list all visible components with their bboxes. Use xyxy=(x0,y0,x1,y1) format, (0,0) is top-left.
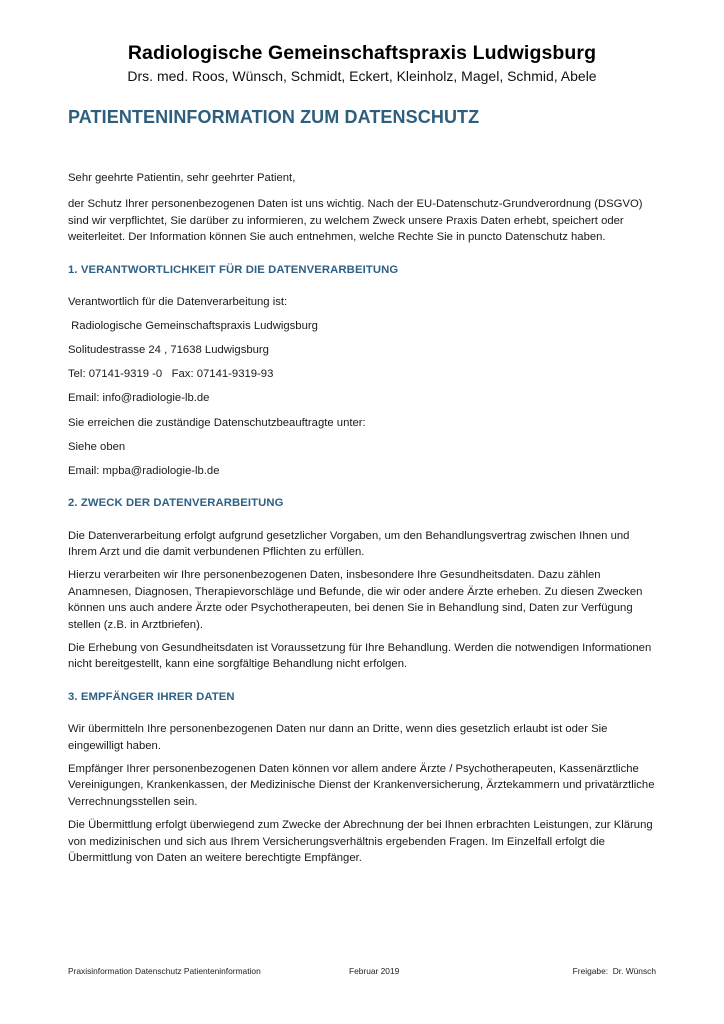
section-2-paragraph: Die Datenverarbeitung erfolgt aufgrund gesetzlicher Vorgaben, um den Behandlungsvertrag zwischen Ihnen und Ihrem Arzt und die damit verbundenen Pflichten zu erfüllen. xyxy=(68,529,630,558)
responsible-name: Radiologische Gemeinschaftspraxis Ludwigsburg xyxy=(68,320,318,333)
section-1-heading: 1. VERANTWORTLICHKEIT FÜR DIE DATENVERARBEITUNG xyxy=(68,263,399,276)
dpo-reference: Siehe oben xyxy=(68,440,126,453)
section-3-paragraph: Wir übermitteln Ihre personenbezogenen Daten nur dann an Dritte, wenn dies gesetzlich erlaubt ist oder Sie eingewilligt haben. xyxy=(68,723,608,752)
responsible-phone-fax: Tel: 07141-9319 -0 Fax: 07141-9319-93 xyxy=(68,368,274,381)
responsible-email: Email: info@radiologie-lb.de xyxy=(68,392,210,405)
letterhead xyxy=(0,42,724,84)
document-title: PATIENTENINFORMATION ZUM DATENSCHUTZ xyxy=(68,107,480,127)
section-3-paragraph: Die Übermittlung erfolgt überwiegend zum Zwecke der Abrechnung der bei Ihnen erbrachten Leistungen, zur Klärung von medizinischen und sich aus Ihrem Versicherungsverhältnis ergebenden Fragen. Im Einzelfall erfolgt die Übermittlung von Daten an weitere berechtigte Empfänger. xyxy=(68,819,653,864)
dpo-label: Sie erreichen die zuständige Datenschutzbeauftragte unter: xyxy=(68,416,366,429)
doctors-list: Drs. med. Roos, Wünsch, Schmidt, Eckert, Kleinholz, Magel, Schmid, Abele xyxy=(127,68,597,84)
footer-approval: Freigabe: Dr. Wünsch xyxy=(572,966,656,976)
document-body xyxy=(68,170,660,873)
footer-document-name: Praxisinformation Datenschutz Patienteninformation xyxy=(68,966,261,976)
responsible-label: Verantwortlich für die Datenverarbeitung ist: xyxy=(68,296,288,309)
section-2-paragraph: Hierzu verarbeiten wir Ihre personenbezogenen Daten, insbesondere Ihre Gesundheitsdaten. Dazu zählen Anamnesen, Diagnosen, Therapievorschläge und Befunde, die wir oder andere Ärzte erheben. Zu diesen Zwecken können uns auch andere Ärzte oder Psychotherapeuten, bei denen Sie in Behandlung sind, Daten zur Verfügung stellen (z.B. in Arztbriefen). xyxy=(68,569,643,631)
section-2-paragraph: Die Erhebung von Gesundheitsdaten ist Voraussetzung für Ihre Behandlung. Werden die notwendigen Informationen nicht bereitgestellt, kann eine sorgfältige Behandlung nicht erfolgen. xyxy=(68,641,652,671)
intro-paragraph: der Schutz Ihrer personenbezogenen Daten ist uns wichtig. Nach der EU-Datenschutz-Grundverordnung (DSGVO) sind wir verpflichtet, Sie darüber zu informieren, zu welchem Zweck unsere Praxis Daten erhebt, speichert oder weiterleitet. Der Information können Sie auch entnehmen, welche Rechte Sie in puncto Datenschutz haben. xyxy=(68,198,643,244)
practice-name: Radiologische Gemeinschaftspraxis Ludwigsburg xyxy=(127,42,597,64)
dpo-email: Email: mpba@radiologie-lb.de xyxy=(68,464,220,477)
footer-date: Februar 2019 xyxy=(349,966,400,976)
page-footer xyxy=(68,966,656,978)
section-3-heading: 3. EMPFÄNGER IHRER DATEN xyxy=(68,690,235,703)
greeting: Sehr geehrte Patientin, sehr geehrter Patient, xyxy=(68,172,296,184)
responsible-address: Solitudestrasse 24 , 71638 Ludwigsburg xyxy=(68,344,269,357)
section-3-paragraph: Empfänger Ihrer personenbezogenen Daten können vor allem andere Ärzte / Psychotherapeuten, Kassenärztliche Vereinigungen, Krankenkassen, der Medizinische Dienst der Krankenversicherung, Ärztekammern und privatärztliche Verrechnungsstellen sein. xyxy=(68,762,655,808)
section-2-heading: 2. ZWECK DER DATENVERARBEITUNG xyxy=(68,497,284,510)
